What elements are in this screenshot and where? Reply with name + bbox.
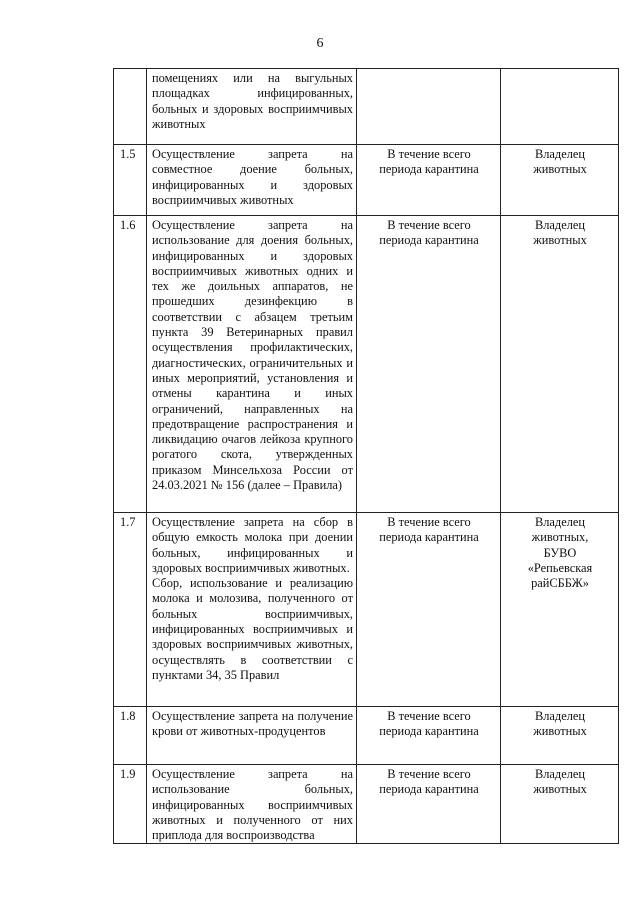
deadline-text: В течение всего периода карантина bbox=[357, 216, 501, 513]
measure-text: Осуществление запрета на получение крови от животных-продуцентов bbox=[147, 707, 357, 765]
deadline-text: В течение всего периода карантина bbox=[357, 513, 501, 707]
deadline-text: В течение всего периода карантина bbox=[357, 145, 501, 216]
deadline-text: В течение всего периода карантина bbox=[357, 707, 501, 765]
page-number: 6 bbox=[316, 36, 324, 51]
row-number: 1.7 bbox=[114, 513, 147, 707]
measures-table bbox=[113, 68, 619, 844]
row-number: 1.5 bbox=[114, 145, 147, 216]
table-row bbox=[114, 707, 619, 765]
responsible-text: Владелец животных bbox=[501, 145, 619, 216]
measure-text: Осуществление запрета на совместное доение больных, инфицированных и здоровых восприимчивых животных bbox=[147, 145, 357, 216]
responsible-text: Владелец животных, БУВО «Репьевская райСББЖ» bbox=[501, 513, 619, 707]
row-number: 1.9 bbox=[114, 765, 147, 844]
row-number bbox=[114, 69, 147, 145]
measure-text: Осуществление запрета на сбор в общую емкость молока при доении больных, инфицированных и здоровых восприимчивых животных. Сбор, использование и реализацию молока и молозива, полученного от больных восприимчивых, инфицированных восприимчивых и здоровых восприимчивых животных, осуществлять в соответствии с пунктами 34, 35 Правил bbox=[147, 513, 357, 707]
measure-text: помещениях или на выгульных площадках инфицированных, больных и здоровых восприимчивых животных bbox=[147, 69, 357, 145]
row-number: 1.6 bbox=[114, 216, 147, 513]
measure-text: Осуществление запрета на использование для доения больных, инфицированных и здоровых восприимчивых животных одних и тех же доильных аппаратов, не прошедших дезинфекцию в соответствии с абзацем третьим пункта 39 Ветеринарных правил осуществления профилактических, диагностических, ограничительных и иных мероприятий, установления и отмены карантина и иных ограничений, направленных на предотвращение распространения и ликвидацию очагов лейкоза крупного рогатого скота, утвержденных приказом Минсельхоза России от 24.03.2021 № 156 (далее – Правила) bbox=[147, 216, 357, 513]
deadline-text bbox=[357, 69, 501, 145]
responsible-text bbox=[501, 69, 619, 145]
responsible-text: Владелец животных bbox=[501, 765, 619, 844]
table-row bbox=[114, 765, 619, 844]
table-row bbox=[114, 513, 619, 707]
responsible-text: Владелец животных bbox=[501, 216, 619, 513]
table-row bbox=[114, 69, 619, 145]
measure-text: Осуществление запрета на использование больных, инфицированных восприимчивых животных и полученного от них приплода для воспроизводства bbox=[147, 765, 357, 844]
table-row bbox=[114, 216, 619, 513]
responsible-text: Владелец животных bbox=[501, 707, 619, 765]
table-row bbox=[114, 145, 619, 216]
row-number: 1.8 bbox=[114, 707, 147, 765]
deadline-text: В течение всего периода карантина bbox=[357, 765, 501, 844]
